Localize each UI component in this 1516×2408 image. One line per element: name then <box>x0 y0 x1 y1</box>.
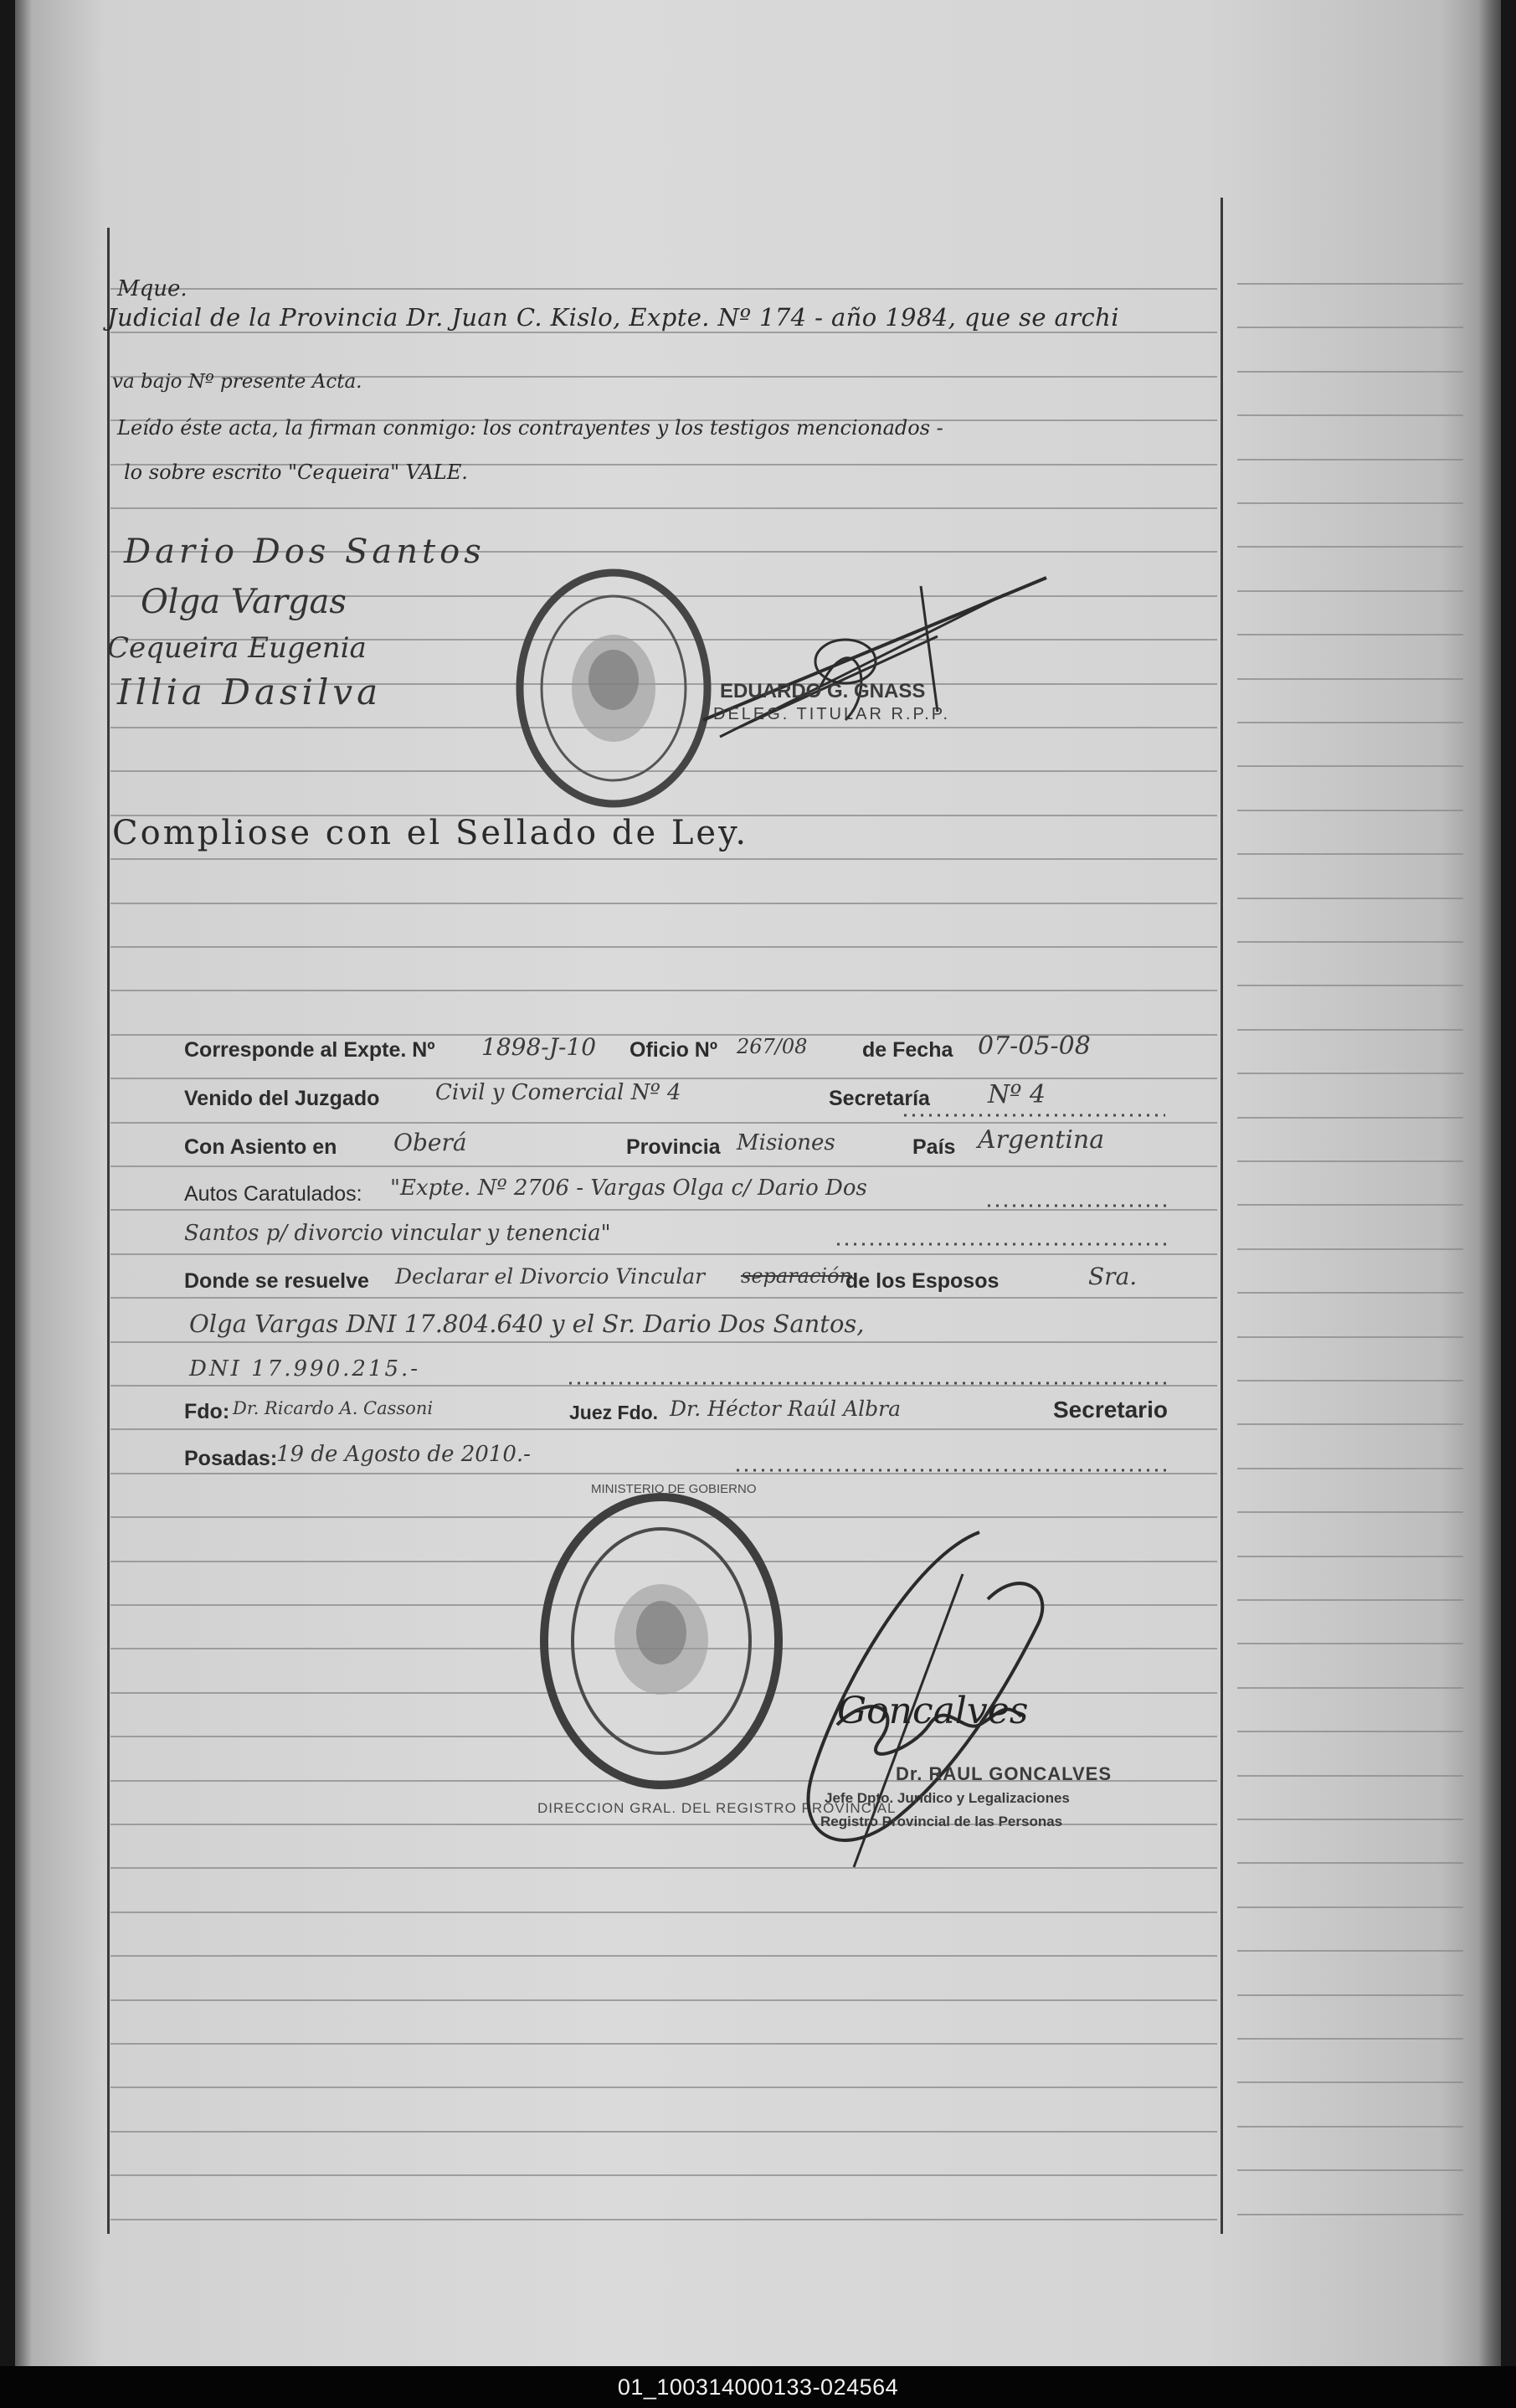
signature-1: Dario Dos Santos <box>124 533 486 571</box>
form-row-2-label: Venido del Juzgado <box>184 1087 380 1110</box>
form-row-10-value: 19 de Agosto de 2010.- <box>276 1442 531 1467</box>
form-row-9-label-b: Juez Fdo. <box>569 1402 659 1423</box>
form-row-6-value-b: Sra. <box>1088 1263 1138 1290</box>
stamp-1-title: DELEG. TITULAR R.P.P. <box>713 705 951 723</box>
annotation-line-5: lo sobre escrito "Cequeira" VALE. <box>124 461 468 484</box>
form-row-8-value: DNI 17.990.215.- <box>189 1356 421 1382</box>
form-row-3-label-b: Provincia <box>626 1135 721 1159</box>
form-row-2-value: Civil y Comercial Nº 4 <box>435 1080 681 1105</box>
signature-2: Olga Vargas <box>141 583 347 621</box>
form-row-2-value-b: Nº 4 <box>988 1080 1046 1109</box>
annotation-line-1: Mque. <box>117 276 188 301</box>
form-row-9-label-c: Secretario <box>1053 1397 1168 1423</box>
form-row-10-label: Posadas: <box>184 1447 278 1470</box>
annotation-line-3: va bajo Nº presente Acta. <box>112 371 362 393</box>
form-row-4-value: "Expte. Nº 2706 - Vargas Olga c/ Dario Dos <box>390 1176 867 1201</box>
note-sellado: Compliose con el Sellado de Ley. <box>112 814 749 852</box>
form-row-5-value: Santos p/ divorcio vincular y tenencia" <box>184 1221 611 1246</box>
stamp-2-line-2: Jefe Dpto. Jurídico y Legalizaciones <box>825 1790 1070 1806</box>
seal-2-ring-text: DIRECCION GRAL. DEL REGISTRO PROVINCIAL <box>537 1800 897 1816</box>
form-row-3-value-c: Argentina <box>978 1125 1105 1155</box>
form-row-6-value: Declarar el Divorcio Vincular <box>395 1264 706 1289</box>
annotation-line-4: Leído éste acta, la firman conmigo: los contrayentes y los testigos mencionados - <box>117 416 943 440</box>
form-row-6-label: Donde se resuelve <box>184 1269 369 1293</box>
form-row-3-label-c: País <box>912 1135 956 1159</box>
footer-caption: 01_100314000133-024564 <box>0 2366 1516 2408</box>
round-seal-2 <box>536 1490 787 1792</box>
stamp-2-line-3: Registro Provincial de las Personas <box>820 1814 1063 1829</box>
form-row-3-label: Con Asiento en <box>184 1135 337 1159</box>
form-row-2-label-b: Secretaría <box>829 1087 930 1110</box>
stamp-1-name: EDUARDO G. GNASS <box>720 680 926 702</box>
seal-2-inner-text: MINISTERIO DE GOBIERNO <box>591 1482 757 1496</box>
form-row-9-value-b: Dr. Héctor Raúl Albra <box>670 1397 901 1421</box>
form-row-4-label: Autos Caratulados: <box>184 1182 362 1206</box>
form-row-9-label: Fdo: <box>184 1400 230 1423</box>
form-row-3-value: Oberá <box>393 1129 467 1156</box>
stamp-2-name: Dr. RAUL GONCALVES <box>896 1763 1112 1784</box>
form-row-9-value: Dr. Ricardo A. Cassoni <box>233 1398 434 1418</box>
form-row-6-strike: separación <box>741 1264 852 1288</box>
signature-3: Cequeira Eugenia <box>107 631 367 665</box>
form-row-6-label-b: de los Esposos <box>845 1269 1000 1293</box>
annotation-line-2: Judicial de la Provincia Dr. Juan C. Kislo, Expte. Nº 174 - año 1984, que se archi <box>107 303 1119 332</box>
form-row-1-value-b: 267/08 <box>737 1035 808 1058</box>
form-row-1-value: 1898-J-10 <box>481 1033 597 1061</box>
form-row-3-value-b: Misiones <box>737 1130 835 1155</box>
form-row-1-label: Corresponde al Expte. Nº <box>184 1038 435 1062</box>
signature-4: Illia Dasilva <box>117 671 383 713</box>
form-row-7-value: Olga Vargas DNI 17.804.640 y el Sr. Dario Dos Santos, <box>189 1309 865 1338</box>
form-row-1-label-c: de Fecha <box>862 1038 953 1062</box>
stamp-2-signature: Goncalves <box>837 1690 1029 1732</box>
form-row-1-label-b: Oficio Nº <box>630 1038 717 1062</box>
form-row-1-value-c: 07-05-08 <box>978 1032 1091 1061</box>
